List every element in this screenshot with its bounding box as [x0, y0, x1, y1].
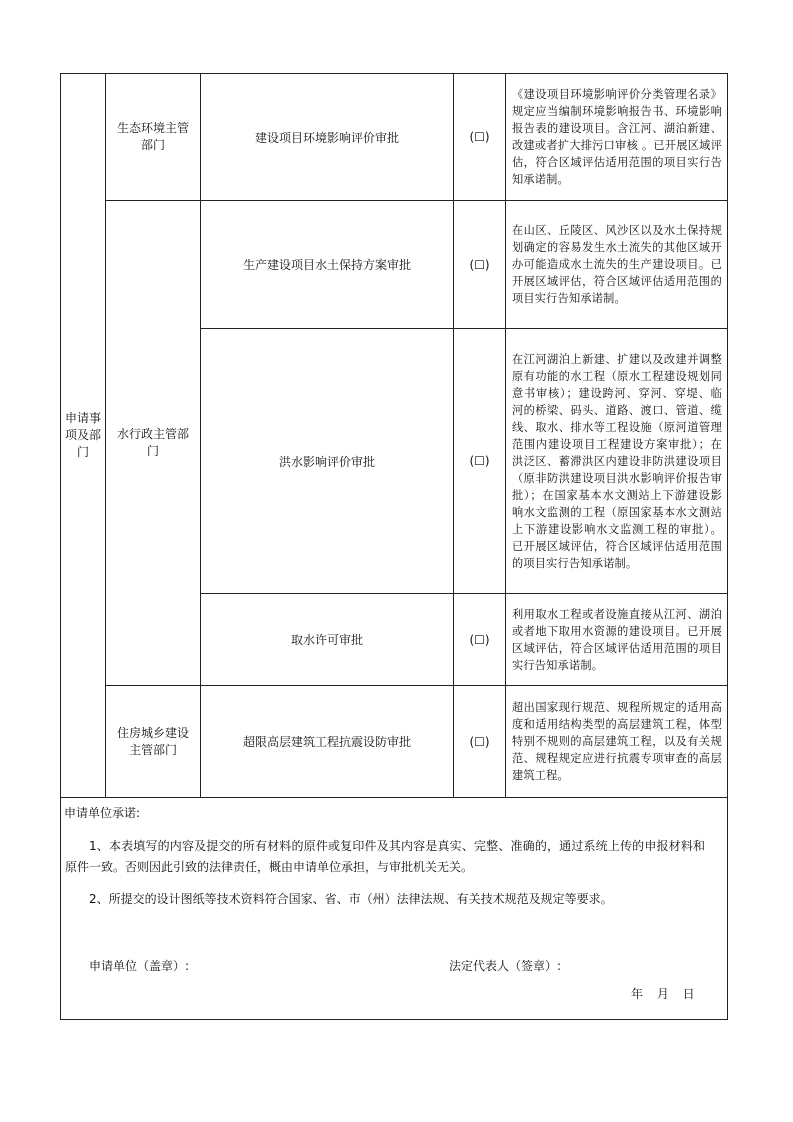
date-label: 年 月 日	[631, 986, 695, 1001]
table-row	[61, 74, 728, 201]
application-form-table	[60, 73, 728, 1020]
pledge-section	[61, 798, 728, 1020]
item-checkbox[interactable]: (☐)	[454, 686, 506, 798]
pledge-item-2: 2、所提交的设计图纸等技术资料符合国家、省、市（州）法律法规、有关技术规范及规定等要求。	[89, 891, 613, 906]
department-water-administration: 水行政主管部门	[106, 201, 201, 686]
table-row	[61, 686, 728, 798]
legal-representative-signature-label: 法定代表人（签章）:	[449, 958, 562, 973]
pledge-row	[61, 798, 728, 1020]
item-checkbox[interactable]: (☐)	[454, 74, 506, 201]
item-checkbox[interactable]: (☐)	[454, 201, 506, 329]
item-name: 洪水影响评价审批	[201, 329, 454, 594]
pledge-title: 申请单位承诺:	[64, 805, 141, 820]
item-checkbox[interactable]: (☐)	[454, 329, 506, 594]
item-description: 《建设项目环境影响评价分类管理名录》规定应当编制环境影响报告书、环境影响报告表的建设项目。含江河、湖泊新建、改建或者扩大排污口审核 。已开展区域评估，符合区域评估适用范围的项目实行告知承诺制。	[506, 74, 728, 201]
item-description: 超出国家现行规范、规程所规定的适用高度和适用结构类型的高层建筑工程，体型特别不规则的高层建筑工程，以及有关规范、规程规定应进行抗震专项审查的高层建筑工程。	[506, 686, 728, 798]
department-eco-environment: 生态环境主管部门	[106, 74, 201, 201]
item-description: 在山区、丘陵区、风沙区以及水土保持规划确定的容易发生水土流失的其他区域开办可能造成水土流失的生产建设项目。已开展区域评估，符合区域评估适用范围的项目实行告知承诺制。	[506, 201, 728, 329]
item-name: 超限高层建筑工程抗震设防审批	[201, 686, 454, 798]
pledge-item-1: 1、本表填写的内容及提交的所有材料的原件或复印件及其内容是真实、完整、准确的，通过系统上传的申报材料和原件一致。否则因此引致的法律责任，概由申请单位承担，与审批机关无关。	[65, 838, 705, 874]
item-checkbox[interactable]: (☐)	[454, 594, 506, 686]
applicant-seal-label: 申请单位（盖章）:	[89, 958, 190, 973]
table-row	[61, 201, 728, 329]
item-description: 在江河湖泊上新建、扩建以及改建并调整原有功能的水工程（原水工程建设规划同意书审核）；建设跨河、穿河、穿堤、临河的桥梁、码头、道路、渡口、管道、缆线、取水、排水等工程设施（原河道管理范围内建设项目工程建设方案审批）；在洪泛区、蓄滞洪区内建设非防洪建设项目（原非防洪建设项目洪水影响评价报告审批）；在国家基本水文测站上下游建设影响水文监测的工程（原国家基本水文测站上下游建设影响水文监测工程的审批）。已开展区域评估，符合区域评估适用范围的项目实行告知承诺制。	[506, 329, 728, 594]
item-name: 生产建设项目水土保持方案审批	[201, 201, 454, 329]
item-description: 利用取水工程或者设施直接从江河、湖泊或者地下取用水资源的建设项目。已开展区域评估，符合区域评估适用范围的项目实行告知承诺制。	[506, 594, 728, 686]
department-housing-construction: 住房城乡建设主管部门	[106, 686, 201, 798]
item-name: 取水许可审批	[201, 594, 454, 686]
category-label: 申请事项及部门	[61, 74, 106, 798]
item-name: 建设项目环境影响评价审批	[201, 74, 454, 201]
